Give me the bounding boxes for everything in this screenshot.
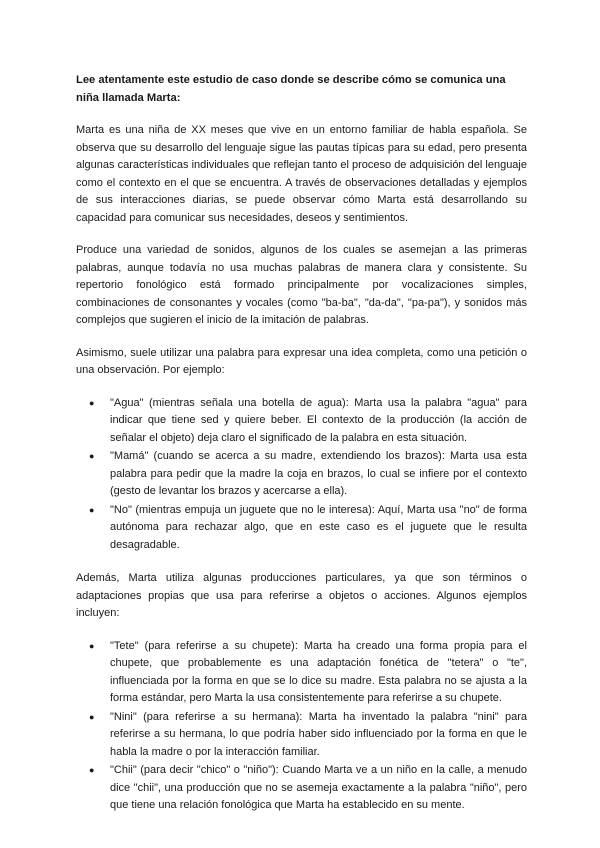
case-study-heading: Lee atentamente este estudio de caso donde se describe cómo se comunica una niña llamada Marta: [76,74,506,104]
bullet-icon: ● [89,397,95,408]
paragraph-intro: Marta es una niña de XX meses que vive en un entorno familiar de habla española. Se observa que su desarrollo del lenguaje sigue las pautas típicas para su edad, pero presenta algunas características individuales que reflejan tanto el proceso de adquisición del lenguaje como el contexto en el que se encuentra. A través de observaciones detalladas y ejemplos de sus interacciones diarias, se puede observar cómo Marta está desarrollando su capacidad para comunicar sus necesidades, deseos y sentimientos. [76,124,527,224]
list-item [76,709,527,762]
list-item [76,638,527,708]
paragraph-one-word: Asimismo, suele utilizar una palabra para expresar una idea completa, como una petición o una observación. Por ejemplo: [76,346,527,376]
list-item [76,448,527,501]
bullet-icon: ● [89,451,95,461]
list-item-text: "Chii" (para decir "chico" o "niño"): Cuando Marta ve a un niño en la calle, a menudo dice "chii", una producción que no se asemeja exactamente a la palabra "niño", pero que tiene una relación fonológica que Marta ha establecido en su mente. [110,764,527,811]
bullet-icon: ● [89,504,95,515]
list-item-text: "No" (mientras empuja un juguete que no le interesa): Aquí, Marta usa "no" de forma autónoma para rechazar algo, que en este caso es el juguete que le resulta desagradable. [110,503,527,551]
paragraph-particular-productions: Además, Marta utiliza algunas producciones particulares, ya que son términos o adaptaciones propias que usa para referirse a objetos o acciones. Algunos ejemplos incluyen: [76,572,527,619]
examples-list-own-words [76,638,527,815]
list-item [76,762,527,815]
bullet-icon: ● [89,765,95,775]
examples-list-holophrases [76,395,527,555]
list-item-text: "Nini" (para referirse a su hermana): Marta ha inventado la palabra "nini" para referirse a su hermana, lo que podría haber sido influenciado por la forma en que le habla la madre o por la interacción familiar. [110,710,527,758]
list-item-text: "Mamá" (cuando se acerca a su madre, extendiendo los brazos): Marta usa esta palabra para pedir que la madre la coja en brazos, lo cual se infiere por el contexto (gesto de levantar los brazos y acercarse a ella). [110,450,527,497]
paragraph-sounds: Produce una variedad de sonidos, algunos de los cuales se asemejan a las primeras palabras, aunque todavía no usa muchas palabras de manera clara y consistente. Su repertorio fonológico está formado principalmente por vocalizaciones simples, combinaciones de consonantes y vocales (como "ba-ba", "da-da", "pa-pa"), y sonidos más complejos que sugieren el inicio de la imitación de palabras. [76,244,527,326]
list-item-text: "Agua" (mientras señala una botella de agua): Marta usa la palabra "agua" para indicar que tiene sed y quiere beber. El contexto de la producción (la acción de señalar el objeto) deja claro el significado de la palabra en esta situación. [110,396,527,444]
list-item [76,395,527,448]
bullet-icon: ● [89,640,95,651]
list-item-text: "Tete" (para referirse a su chupete): Marta ha creado una forma propia para el chupete, que probablemente es una adaptación fonética de "tetera" o "te", influenciada por la forma en que se lo dice su madre. Esta palabra no se ajusta a la forma estándar, pero Marta la usa consistentemente para referirse a su chupete. [110,639,527,704]
list-item [76,502,527,555]
bullet-icon: ● [89,711,95,722]
